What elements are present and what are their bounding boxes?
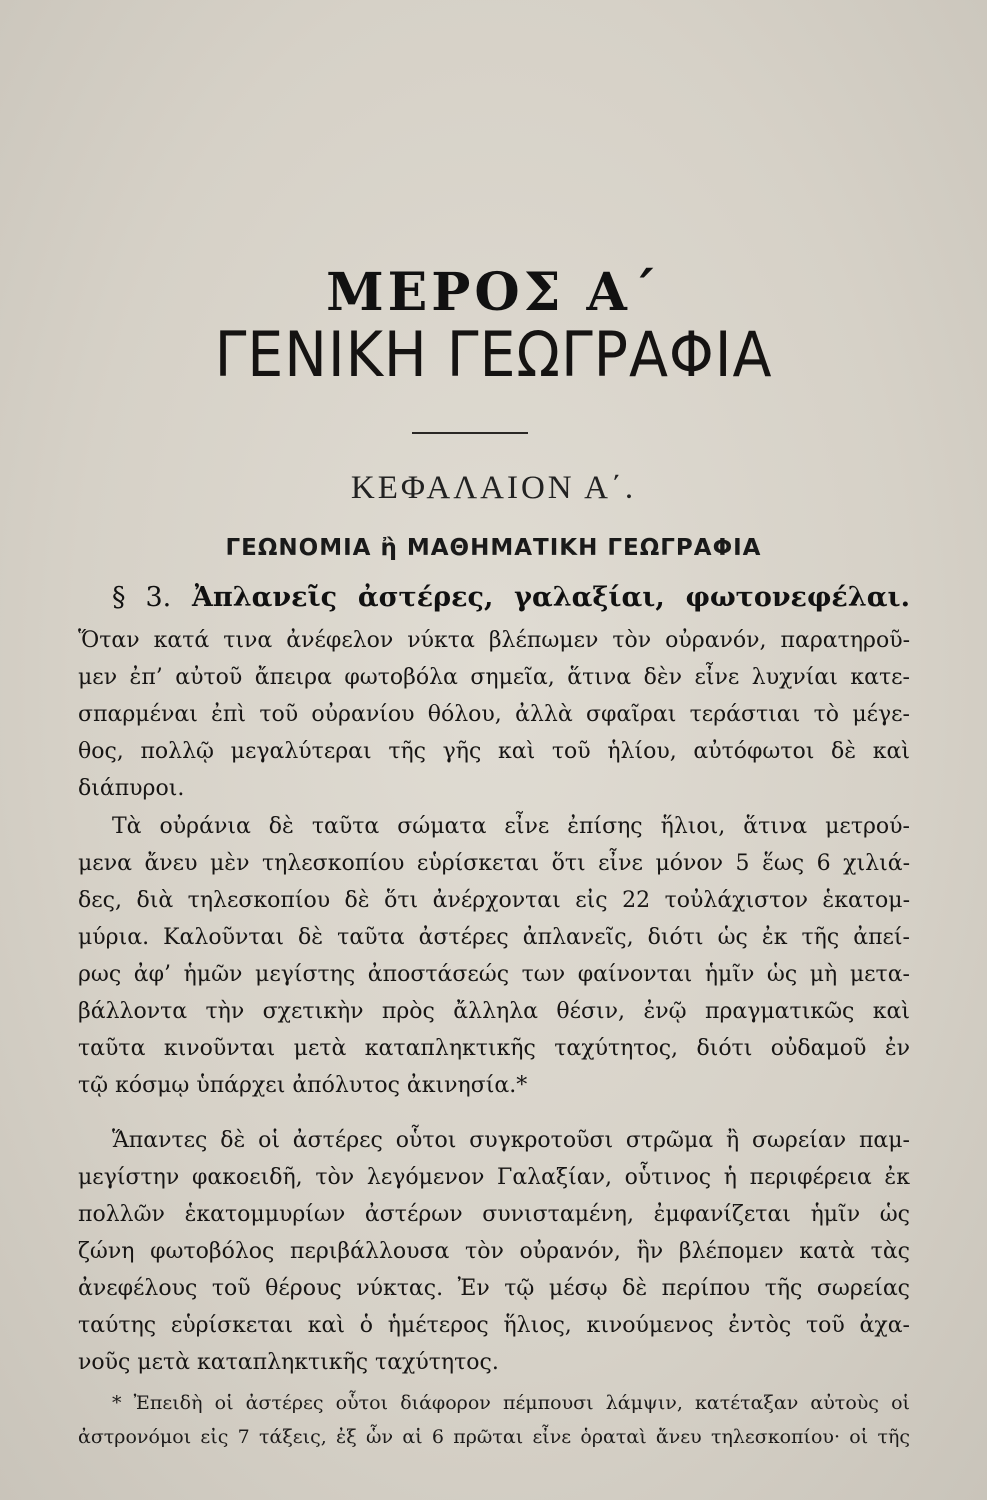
title-divider — [412, 432, 528, 434]
part-title: ΜΕΡΟΣ Α΄ — [326, 262, 661, 323]
text-line: ρως ἀφ’ ἡμῶν μεγίστης ἀποστάσεώς των φαίνονται ἡμῖν ὡς μὴ μετα- — [78, 962, 910, 987]
text-line: μεγίστην φακοειδῆ, τὸν λεγόμενον Γαλαξίαν, οὗτινος ἡ περιφέρεια ἐκ — [78, 1165, 910, 1190]
text-line: μενα ἄνευ μὲν τηλεσκοπίου εὑρίσκεται ὅτι εἶνε μόνον 5 ἕως 6 χιλιά- — [78, 851, 910, 876]
paragraph-1 — [78, 622, 910, 807]
footnote-line: ἀστρονόμοι εἰς 7 τάξεις, ἐξ ὧν αἱ 6 πρῶται εἶνε ὁραταὶ ἄνευ τηλεσκοπίου· οἱ τῆς — [78, 1426, 910, 1448]
text-line: τῷ κόσμῳ ὑπάρχει ἀπόλυτος ἀκινησία.* — [78, 1073, 528, 1098]
section-title: Ἀπλανεῖς ἀστέρες, γαλαξίαι, φωτονεφέλαι. — [192, 582, 910, 613]
text-line: θος, πολλῷ μεγαλύτεραι τῆς γῆς καὶ τοῦ ἡλίου, αὐτόφωτοι δὲ καὶ — [78, 739, 910, 764]
text-line: μεν ἐπ’ αὐτοῦ ἄπειρα φωτοβόλα σημεῖα, ἅτινα δὲν εἶνε λυχνίαι κατε- — [78, 665, 910, 690]
section-heading — [112, 582, 910, 613]
paragraph-3 — [78, 1122, 910, 1381]
text-line: ταύτης εὑρίσκεται καὶ ὁ ἡμέτερος ἥλιος, κινούμενος ἐντὸς τοῦ ἀχα- — [78, 1313, 910, 1338]
text-line: Ὅταν κατά τινα ἀνέφελον νύκτα βλέπωμεν τὸν οὐρανόν, παρατηροῦ- — [78, 628, 910, 653]
text-line: ζώνη φωτοβόλος περιβάλλουσα τὸν οὐρανόν, ἣν βλέπομεν κατὰ τὰς — [78, 1239, 910, 1264]
text-line: Τὰ οὐράνια δὲ ταῦτα σώματα εἶνε ἐπίσης ἥλιοι, ἅτινα μετρού- — [112, 814, 910, 839]
footnote — [78, 1386, 910, 1454]
paragraph-2 — [78, 808, 910, 1104]
section-number: § 3. — [112, 582, 172, 613]
text-line: Ἅπαντες δὲ οἱ ἀστέρες οὗτοι συγκροτοῦσι στρῶμα ἢ σωρείαν παμ- — [112, 1128, 910, 1153]
chapter-heading: ΚΕΦΑΛΑΙΟΝ Α΄. — [350, 470, 637, 506]
text-line: μύρια. Καλοῦνται δὲ ταῦτα ἀστέρες ἀπλανεῖς, διότι ὡς ἐκ τῆς ἀπεί- — [78, 925, 910, 950]
text-line: πολλῶν ἑκατομμυρίων ἀστέρων συνισταμένη, ἐμφανίζεται ἡμῖν ὡς — [78, 1202, 910, 1227]
main-title: ΓΕΝΙΚΗ ΓΕΩΓΡΑΦΙΑ — [214, 318, 773, 391]
text-line: δες, διὰ τηλεσκοπίου δὲ ὅτι ἀνέρχονται εἰς 22 τοὐλάχιστον ἑκατομ- — [78, 888, 910, 913]
text-line: νοῦς μετὰ καταπληκτικῆς ταχύτητος. — [78, 1350, 499, 1375]
text-line: ἀνεφέλους τοῦ θέρους νύκτας. Ἐν τῷ μέσῳ δὲ περίπου τῆς σωρείας — [78, 1276, 910, 1301]
chapter-subtitle: ΓΕΩΝΟΜΙΑ ἢ ΜΑΘΗΜΑΤΙΚΗ ΓΕΩΓΡΑΦΙΑ — [225, 535, 762, 561]
text-line: βάλλοντα τὴν σχετικὴν πρὸς ἄλληλα θέσιν, ἐνῷ πραγματικῶς καὶ — [78, 999, 910, 1024]
footnote-line: * Ἐπειδὴ οἱ ἀστέρες οὗτοι διάφορον πέμπουσι λάμψιν, κατέταξαν αὐτοὺς οἱ — [112, 1392, 910, 1414]
text-line: σπαρμέναι ἐπὶ τοῦ οὐρανίου θόλου, ἀλλὰ σφαῖραι τεράστιαι τὸ μέγε- — [78, 702, 910, 727]
text-line: ταῦτα κινοῦνται μετὰ καταπληκτικῆς ταχύτητος, διότι οὐδαμοῦ ἐν — [78, 1036, 910, 1061]
text-line: διάπυροι. — [78, 776, 185, 801]
